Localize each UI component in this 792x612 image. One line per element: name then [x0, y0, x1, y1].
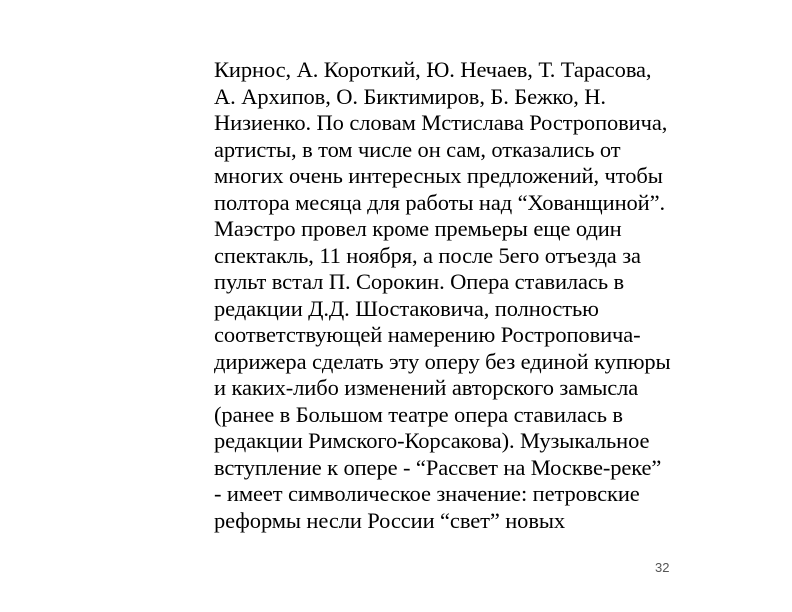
text-line: спектакль, 11 ноября, а после 5его отъезда за [214, 242, 641, 268]
text-line: и каких-либо изменений авторского замысла [214, 375, 639, 400]
text-line: А. Архипов, О. Биктимиров, Б. Бежко, Н. [214, 83, 606, 109]
text-line: артисты, в том числе он сам, отказались от [214, 136, 621, 162]
text-line: (ранее в Большом театре опера ставилась в [214, 401, 623, 427]
text-line: дирижера сделать эту оперу без единой купюры [214, 348, 671, 374]
text-line: редакции Д.Д. Шостаковича, полностью [214, 295, 599, 321]
text-line: Низиенко. По словам Мстислава Ростроповича, [214, 110, 668, 135]
text-line: пульт встал П. Сорокин. Опера ставилась в [214, 269, 625, 294]
text-line: соответствующей намерению Ростроповича- [214, 322, 641, 347]
text-line: многих очень интересных предложений, чтобы [214, 163, 663, 188]
page-number: 32 [655, 560, 670, 575]
text-line: вступление к опере - “Рассвет на Москве-реке” [214, 454, 662, 480]
text-line: Кирнос, А. Короткий, Ю. Нечаев, Т. Тарасова, [214, 57, 652, 82]
text-line: Маэстро провел кроме премьеры еще один [214, 216, 622, 241]
text-line: реформы несли России “свет” новых [214, 507, 566, 533]
body-text [214, 57, 694, 534]
text-line: - имеет символическое значение: петровские [214, 481, 640, 506]
text-line: редакции Римского-Корсакова). Музыкальное [214, 428, 650, 453]
text-line: полтора месяца для работы над “Хованщиной”. [214, 189, 666, 215]
